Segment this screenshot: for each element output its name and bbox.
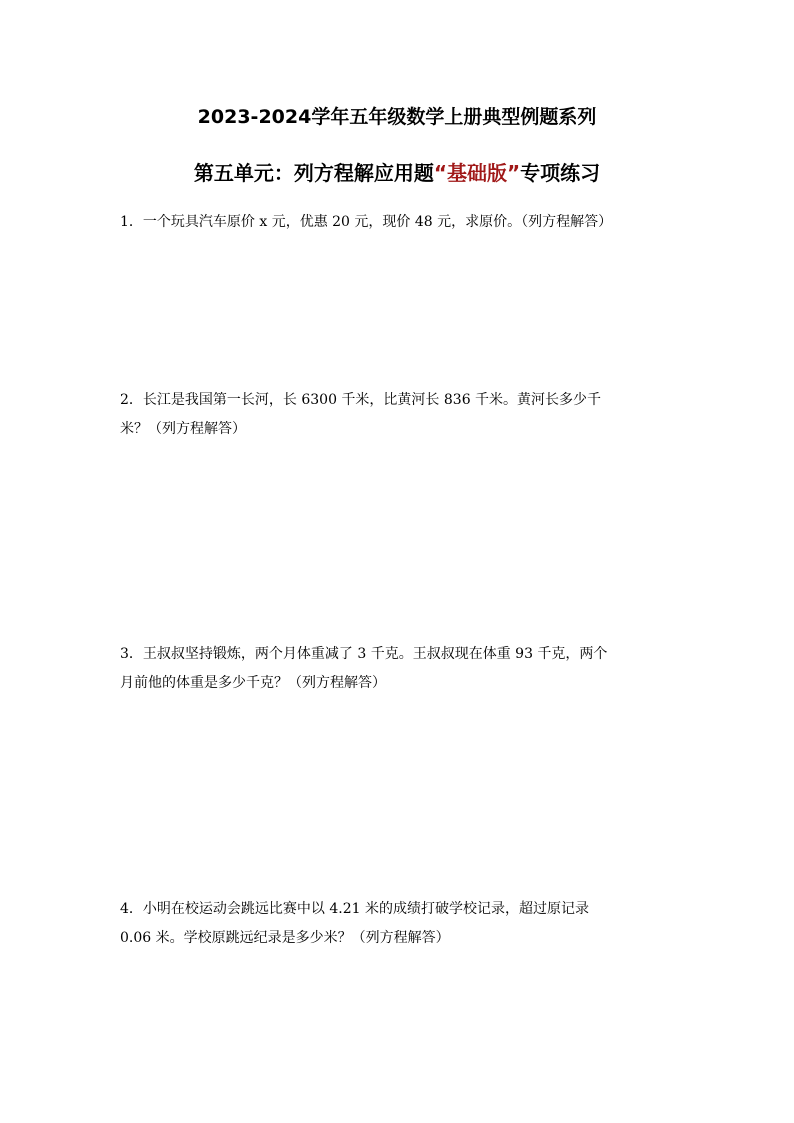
question-4-line-2: 0.06 米。学校原跳远纪录是多少米？（列方程解答） <box>120 930 450 946</box>
question-1 <box>120 208 680 237</box>
page-subtitle <box>0 159 794 187</box>
question-3 <box>120 640 680 698</box>
question-1-line-1: 1．一个玩具汽车原价 x 元，优惠 20 元，现价 48 元，求原价。（列方程解答） <box>120 214 613 230</box>
question-2 <box>120 386 680 444</box>
question-3-line-2: 月前他的体重是多少千克？（列方程解答） <box>120 675 386 691</box>
question-4 <box>120 895 680 953</box>
subtitle-highlight: “基础版” <box>433 161 521 185</box>
page-title: 2023-2024学年五年级数学上册典型例题系列 <box>197 106 597 128</box>
subtitle-suffix: 专项练习 <box>520 161 601 185</box>
question-2-line-1: 2．长江是我国第一长河，长 6300 千米，比黄河长 836 千米。黄河长多少千 <box>120 392 602 408</box>
subtitle-prefix: 第五单元：列方程解应用题 <box>193 161 434 185</box>
question-3-line-1: 3．王叔叔坚持锻炼，两个月体重减了 3 千克。王叔叔现在体重 93 千克，两个 <box>120 646 608 662</box>
question-4-line-1: 4．小明在校运动会跳远比赛中以 4.21 米的成绩打破学校记录，超过原记录 <box>120 901 589 917</box>
question-2-line-2: 米？（列方程解答） <box>120 421 246 437</box>
